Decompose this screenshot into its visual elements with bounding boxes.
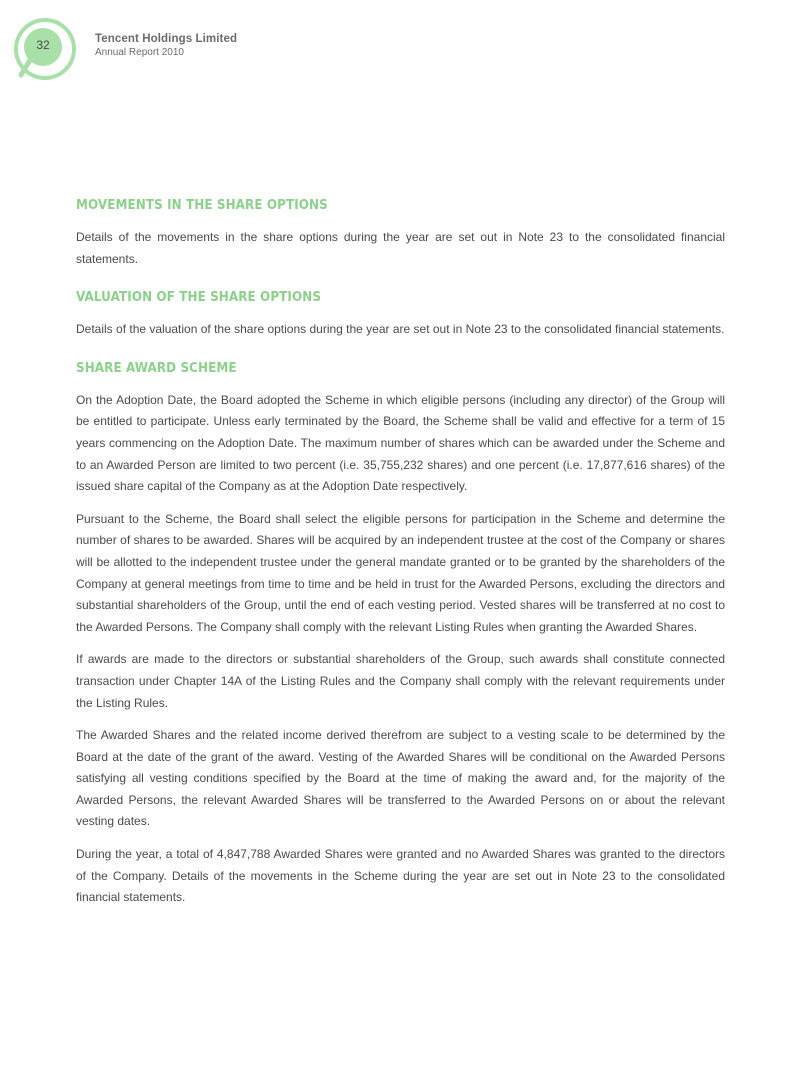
paragraph: During the year, a total of 4,847,788 Awarded Shares were granted and no Awarded Shares was granted to the directors of the Company. Details of the movements in the Scheme during the year are set out in Note 23 to the consolidated financial statements. xyxy=(76,847,725,905)
section-movements xyxy=(76,198,725,270)
main-content xyxy=(76,198,725,929)
paragraph: Pursuant to the Scheme, the Board shall select the eligible persons for participation in the Scheme and determine the number of shares to be awarded. Shares will be acquired by an independent trustee at the cost of the Company or shares will be allotted to the independent trustee under the general mandate granted or to be granted by the shareholders of the Company at general meetings from time to time and be held in trust for the Awarded Persons, excluding the directors and substantial shareholders of the Group, until the end of each vesting period. Vested shares will be transferred at no cost to the Awarded Persons. The Company shall comply with the relevant Listing Rules when granting the Awarded Shares. xyxy=(76,511,725,634)
company-name: Tencent Holdings Limited xyxy=(95,33,238,45)
section-valuation xyxy=(76,290,725,341)
paragraph: The Awarded Shares and the related income derived therefrom are subject to a vesting scale to be determined by the Board at the date of the grant of the award. Vesting of the Awarded Shares will be conditional on the Awarded Persons satisfying all vesting conditions specified by the Board at the time of making the award and, for the majority of the Awarded Persons, the relevant Awarded Shares will be transferred to the Awarded Persons on or about the relevant vesting dates. xyxy=(76,728,725,829)
paragraph: Details of the movements in the share options during the year are set out in Note 23 to the consolidated financial statements. xyxy=(76,230,725,266)
page-header xyxy=(0,0,800,100)
section-heading: MOVEMENTS IN THE SHARE OPTIONS xyxy=(76,198,328,213)
paragraph: On the Adoption Date, the Board adopted the Scheme in which eligible persons (including any director) of the Group will be entitled to participate. Unless early terminated by the Board, the Scheme shall be valid and effective for a term of 15 years commencing on the Adoption Date. The maximum number of shares which can be awarded under the Scheme and to an Awarded Person are limited to two percent (i.e. 35,755,232 shares) and one percent (i.e. 17,877,616 shares) of the issued share capital of the Company as at the Adoption Date respectively. xyxy=(76,392,725,494)
paragraph: If awards are made to the directors or substantial shareholders of the Group, such awards shall constitute connected transaction under Chapter 14A of the Listing Rules and the Company shall comply with the relevant requirements under the Listing Rules. xyxy=(76,652,725,710)
page-number: 32 xyxy=(36,38,50,52)
section-heading: SHARE AWARD SCHEME xyxy=(76,360,237,376)
report-title: Annual Report 2010 xyxy=(95,47,184,58)
section-share-award-scheme xyxy=(76,361,725,909)
paragraph: Details of the valuation of the share options during the year are set out in Note 23 to the consolidated financial statements. xyxy=(76,322,725,337)
section-heading: VALUATION OF THE SHARE OPTIONS xyxy=(76,290,322,306)
